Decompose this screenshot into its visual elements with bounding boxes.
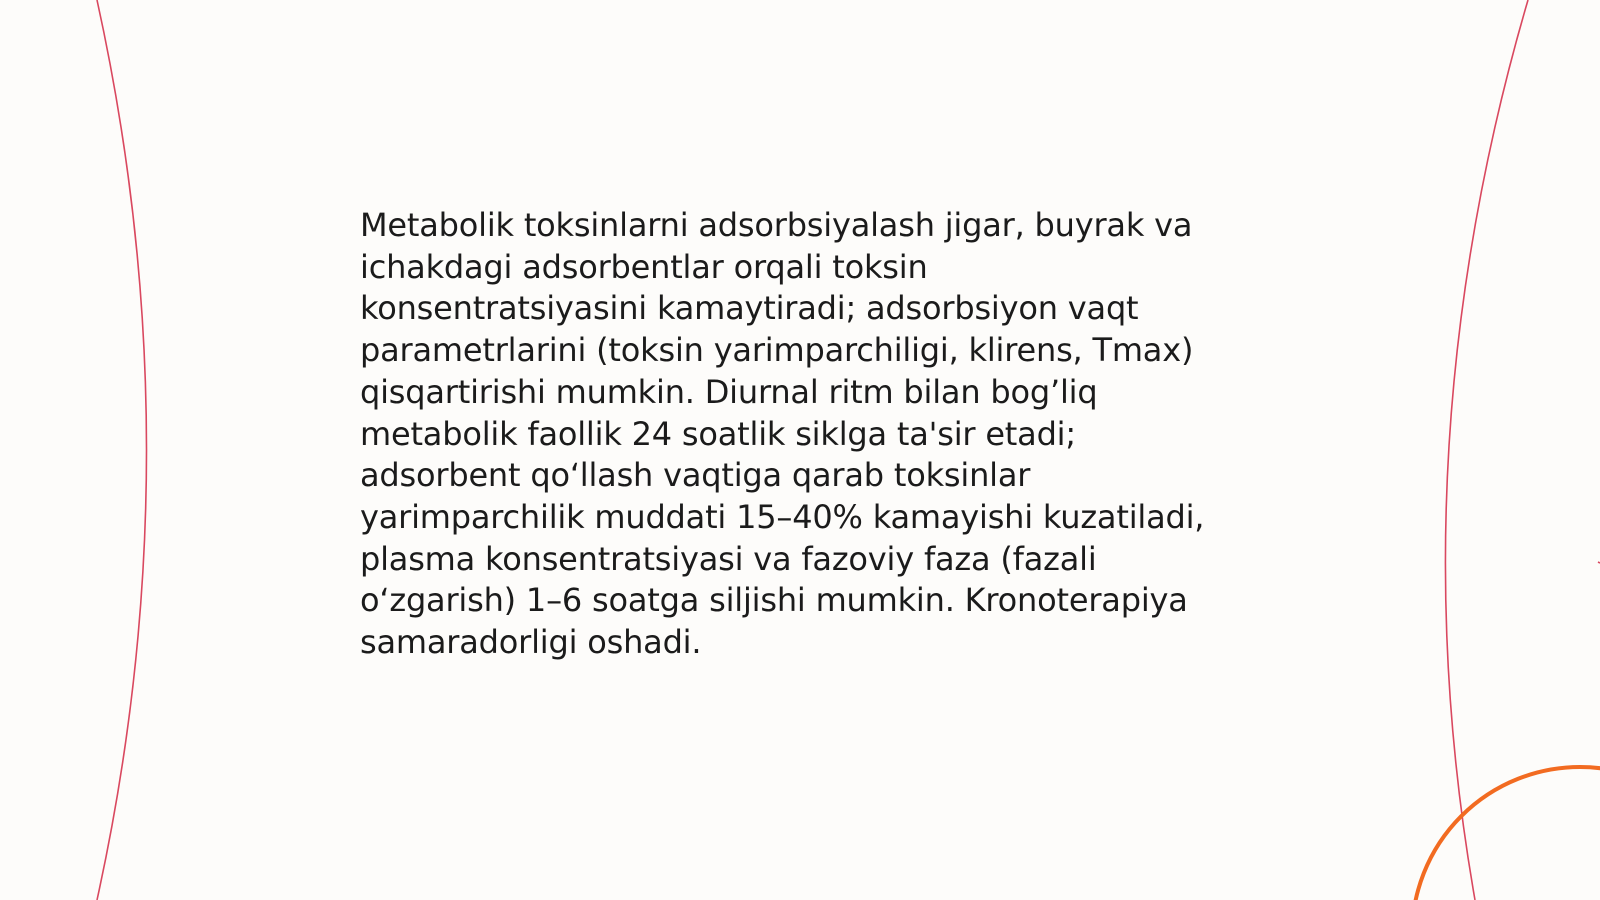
body-line: qisqartirishi mumkin. Diurnal ritm bilan bog’liq xyxy=(360,372,1098,411)
body-line: parametrlarini (toksin yarimparchiligi, klirens, Tmax) xyxy=(360,331,1194,370)
body-line: ichakdagi adsorbentlar orqali toksin xyxy=(360,247,928,286)
body-line: metabolik faollik 24 soatlik siklga ta'sir etadi; xyxy=(360,414,1076,453)
body-line: samaradorligi oshadi. xyxy=(360,623,702,662)
body-line: plasma konsentratsiyasi va fazoviy faza (fazali xyxy=(360,539,1097,578)
orange-accent-arc xyxy=(1412,767,1600,900)
slide-body-text xyxy=(360,205,1240,664)
body-line: o‘zgarish) 1–6 soatga siljishi mumkin. Kronoterapiya xyxy=(360,581,1188,620)
body-line: yarimparchilik muddati 15–40% kamayishi kuzatiladi, xyxy=(360,497,1205,536)
body-line: adsorbent qo‘llash vaqtiga qarab toksinlar xyxy=(360,456,1031,495)
left-curve-line xyxy=(97,0,147,900)
body-line: konsentratsiyasini kamaytiradi; adsorbsiyon vaqt xyxy=(360,289,1139,328)
body-line: Metabolik toksinlarni adsorbsiyalash jigar, buyrak va xyxy=(360,206,1193,244)
right-curve-line xyxy=(1445,0,1528,900)
